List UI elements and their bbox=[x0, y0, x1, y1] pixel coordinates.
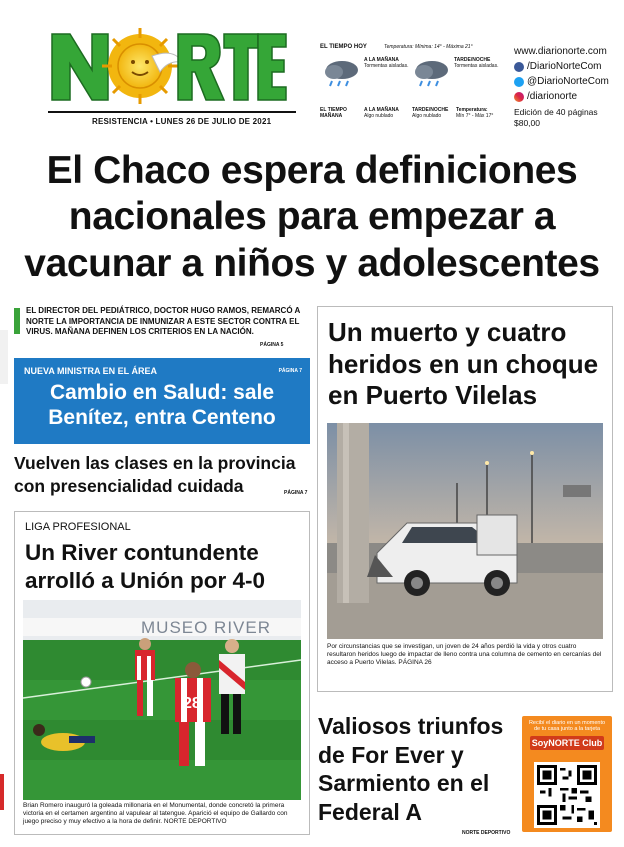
ad-text: Recibí el diario en un momento de tu casa junto a la tarjeta bbox=[528, 720, 606, 733]
instagram-link[interactable]: /diarionorte bbox=[514, 89, 624, 104]
federal-page-ref: NORTE DEPORTIVO bbox=[462, 830, 511, 836]
main-headline[interactable] bbox=[0, 148, 624, 287]
river-caption: Brian Romero inauguró la goleada millonaria en el Monumental, donde concretó la primera victoria en el certamen argentino al vapulear al tatengue. Aparició el equipo de Gallardo con juego preciso y muy efectivo a la hora de definir. NORTE DEPORTIVO bbox=[23, 802, 288, 826]
qr-code-icon[interactable] bbox=[534, 762, 600, 828]
car-crash-image bbox=[327, 423, 603, 639]
health-kicker: NUEVA MINISTRA EN EL ÁREA bbox=[24, 366, 158, 376]
main-headline-line: vacunar a niños y adolescentes bbox=[24, 241, 600, 285]
federal-title-line: de For Ever y bbox=[318, 741, 464, 768]
weather-tomorrow-label: EL TIEMPO MAÑANA bbox=[320, 107, 347, 119]
instagram-icon bbox=[514, 92, 524, 102]
facebook-icon bbox=[514, 62, 524, 72]
weather-morning-label: A LA MAÑANA bbox=[364, 57, 399, 63]
federal-title-line: Sarmiento en el bbox=[318, 770, 490, 797]
crash-photo[interactable] bbox=[327, 423, 603, 639]
social-links bbox=[514, 44, 624, 128]
weather-tomorrow-morning: A LA MAÑANA Algo nublado bbox=[364, 107, 399, 119]
stadium-billboard: MUSEO RIVER bbox=[141, 618, 272, 637]
weather-evening bbox=[454, 58, 514, 70]
twitter-link[interactable]: @DiarioNorteCom bbox=[514, 74, 624, 89]
facebook-link[interactable]: /DiarioNorteCom bbox=[514, 59, 624, 74]
classes-title-line: con presencialidad cuidada bbox=[14, 475, 244, 496]
river-photo[interactable] bbox=[23, 600, 301, 800]
ad-brand: SoyNORTE Club bbox=[531, 738, 603, 748]
crash-caption: Por circunstancias que se investigan, un joven de 24 años perdió la vida y otros cuatro resultaron heridos luego de impactar de lleno contra una columna de cemento en cercanías del acceso a Puerto Vilelas. PÁGINA 26 bbox=[327, 643, 602, 667]
soynorte-club-ad[interactable] bbox=[522, 716, 612, 832]
newspaper-logo[interactable] bbox=[48, 26, 288, 108]
deck-page-ref: PÁGINA 5 bbox=[260, 342, 284, 348]
health-page-ref: PÁGINA 7 bbox=[278, 368, 302, 374]
river-title: Un River contundente arrolló a Unión por 4-0 bbox=[25, 540, 266, 593]
rain-cloud-icon bbox=[412, 58, 452, 88]
weather-evening-text: Tormentas aisladas. bbox=[454, 62, 499, 69]
classes-page-ref: PÁGINA 7 bbox=[284, 490, 308, 496]
masthead-date: RESISTENCIA • LUNES 26 DE JULIO DE 2021 bbox=[92, 117, 272, 126]
edition-info bbox=[514, 107, 624, 128]
website-link[interactable]: www.diarionorte.com bbox=[514, 46, 607, 57]
federal-title-line: Federal A bbox=[318, 798, 422, 825]
federal-story[interactable] bbox=[318, 712, 514, 826]
jersey-number: 28 bbox=[183, 695, 201, 712]
weather-header: EL TIEMPO HOY bbox=[320, 44, 367, 50]
edge-marker bbox=[0, 774, 4, 810]
masthead-rule bbox=[48, 111, 296, 113]
classes-title-line: Vuelven las clases en la provincia bbox=[14, 453, 296, 473]
twitter-icon bbox=[514, 77, 524, 87]
weather-temps: Temperatura: Mínima: 14° - Máxima 21° bbox=[384, 44, 473, 50]
main-deck: EL DIRECTOR DEL PEDIÁTRICO, DOCTOR HUGO RAMOS, REMARCÓ A NORTE LA IMPORTANCIA DE INMUNIZAR A ESTE SECTOR CONTRA EL VIRUS. MAÑANA DEFINEN LOS CRITERIOS EN LA NACIÓN. bbox=[26, 306, 300, 337]
weather-tomorrow-temps: Temperatura: Mín 7° - Máx 17° bbox=[456, 107, 494, 119]
edition-price: $80,00 bbox=[514, 117, 540, 128]
main-headline-line: El Chaco espera definiciones bbox=[46, 149, 578, 192]
rain-cloud-icon bbox=[322, 58, 362, 88]
logo-graphic bbox=[48, 26, 288, 108]
side-tab bbox=[0, 330, 8, 384]
classes-story[interactable] bbox=[14, 452, 310, 498]
weather-tomorrow-evening: TARDE/NOCHE Algo nublado bbox=[412, 107, 449, 119]
river-kicker: LIGA PROFESIONAL bbox=[25, 521, 131, 533]
health-story[interactable] bbox=[14, 358, 310, 444]
deck-accent-bar bbox=[14, 308, 20, 334]
qr-code-graphic bbox=[537, 765, 597, 825]
crash-story[interactable] bbox=[317, 306, 613, 692]
weather-evening-label: TARDE/NOCHE bbox=[454, 57, 491, 63]
main-headline-line: nacionales para empezar a bbox=[68, 195, 556, 239]
edition-pages: Edición de 40 páginas bbox=[514, 107, 598, 117]
crash-title: Un muerto y cuatro heridos en un choque en Puerto Vilelas bbox=[328, 317, 599, 411]
football-match-image bbox=[23, 600, 301, 800]
sun-emblem-icon bbox=[102, 28, 182, 104]
weather-box bbox=[320, 44, 506, 124]
federal-title-line: Valiosos triunfos bbox=[318, 713, 504, 739]
health-title: Cambio en Salud: sale Benítez, entra Centeno bbox=[48, 381, 276, 430]
weather-morning-text: Tormentas aisladas. bbox=[364, 62, 409, 69]
river-story[interactable] bbox=[14, 511, 310, 835]
